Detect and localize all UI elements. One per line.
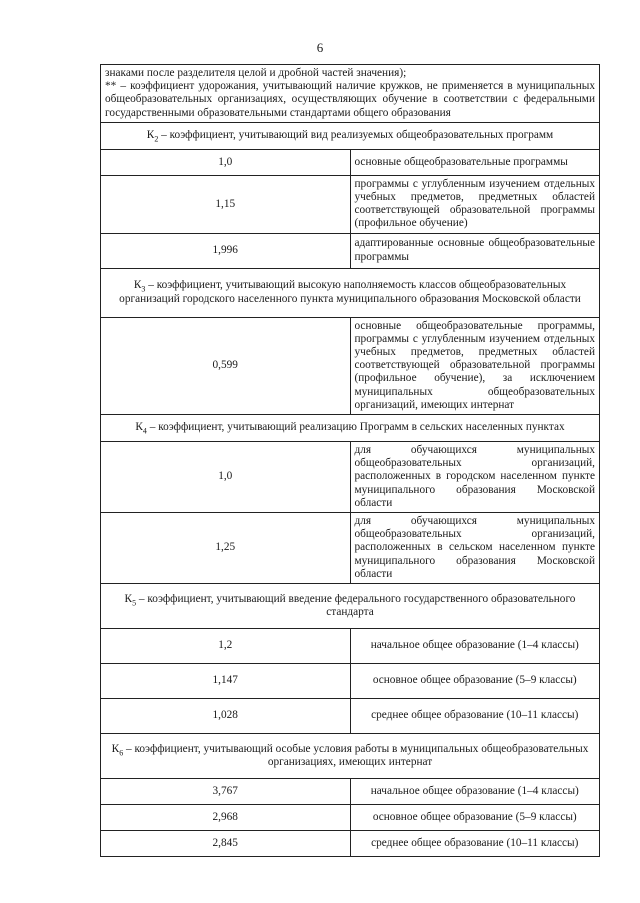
- coefficient-value: 1,028: [101, 699, 351, 734]
- table-row: [101, 779, 600, 805]
- coefficient-description: основное общее образование (5–9 классы): [350, 805, 600, 831]
- coefficient-description: основное общее образование (5–9 классы): [350, 664, 600, 699]
- coefficient-table: [100, 64, 600, 857]
- section-k5-title: – коэффициент, учитывающий введение федерального государственного образовательного стандарта: [136, 592, 576, 619]
- section-k4-index: 4: [142, 426, 147, 436]
- section-k4-letter: К: [135, 421, 143, 434]
- section-k3-letter: К: [133, 279, 142, 292]
- coefficient-value: 2,845: [101, 831, 351, 857]
- section-header-k2: [101, 122, 600, 149]
- section-header-k4: [101, 415, 600, 442]
- section-k6-index: 6: [119, 748, 124, 758]
- coefficient-value: 1,147: [101, 664, 351, 699]
- table-row: [101, 513, 600, 584]
- coefficient-description: среднее общее образование (10–11 классы): [350, 831, 600, 857]
- section-header-k5: [101, 584, 600, 629]
- coefficient-value: 1,996: [101, 233, 351, 268]
- section-header-k6: [101, 734, 600, 779]
- table-row: [101, 233, 600, 268]
- coefficient-description: основные общеобразовательные программы: [350, 149, 600, 175]
- section-k5-index: 5: [132, 598, 137, 608]
- footnote-line-1: знаками после разделителя целой и дробной частей значения);: [105, 67, 407, 79]
- coefficient-description: начальное общее образование (1–4 классы): [350, 629, 600, 664]
- coefficient-value: 1,0: [101, 149, 351, 175]
- section-k2-title: – коэффициент, учитывающий вид реализуемых общеобразовательных программ: [158, 129, 554, 142]
- section-k5-letter: К: [124, 592, 133, 605]
- coefficient-description: для обучающихся муниципальных общеобразовательных организаций, расположенных в сельском населенном пункте муниципального образования Московской области: [350, 513, 600, 584]
- table-row: [101, 805, 600, 831]
- section-k6-letter: К: [111, 742, 120, 755]
- section-k4-title: – коэффициент, учитывающий реализацию Программ в сельских населенных пунктах: [146, 421, 565, 434]
- page-number: 6: [316, 40, 324, 55]
- coefficient-description: основные общеобразовательные программы, программы с углубленным изучением отдельных учебных предметов, предметных областей соответствующей образовательной программы (профильное обучение), за исключением муниципальных общеобразовательных организаций, имеющих интернат: [350, 317, 600, 414]
- table-row: [101, 442, 600, 513]
- footnote-row: [101, 65, 600, 123]
- section-k2-letter: К: [146, 129, 155, 142]
- coefficient-value: 3,767: [101, 779, 351, 805]
- footnote-line-2: ** – коэффициент удорожания, учитывающий наличие кружков, не применяется в муниципальных общеобразовательных организациях, осуществляющих обучение в соответствии с федеральными государственными образовательными стандартами общего образования: [105, 80, 595, 119]
- table-row: [101, 149, 600, 175]
- section-k2-index: 2: [154, 134, 159, 144]
- section-header-k3: [101, 268, 600, 317]
- footnote-cell: [101, 65, 600, 123]
- coefficient-value: 2,968: [101, 805, 351, 831]
- coefficient-value: 1,0: [101, 442, 351, 513]
- coefficient-description: начальное общее образование (1–4 классы): [350, 779, 600, 805]
- coefficient-description: среднее общее образование (10–11 классы): [350, 699, 600, 734]
- table-row: [101, 175, 600, 233]
- table-row: [101, 317, 600, 414]
- coefficient-value: 1,2: [101, 629, 351, 664]
- section-k3-index: 3: [141, 284, 146, 294]
- table-row: [101, 831, 600, 857]
- table-row: [101, 699, 600, 734]
- coefficient-value: 1,15: [101, 175, 351, 233]
- table-row: [101, 629, 600, 664]
- coefficient-value: 0,599: [101, 317, 351, 414]
- table-row: [101, 664, 600, 699]
- coefficient-description: для обучающихся муниципальных общеобразовательных организаций, расположенных в городском населенном пункте муниципального образования Московской области: [350, 442, 600, 513]
- section-k6-title: – коэффициент, учитывающий особые условия работы в муниципальных общеобразовательных организациях, имеющих интернат: [123, 742, 589, 769]
- coefficient-value: 1,25: [101, 513, 351, 584]
- coefficient-description: адаптированные основные общеобразовательные программы: [350, 233, 600, 268]
- section-k3-title: – коэффициент, учитывающий высокую наполняемость классов общеобразовательных организаций городского населенного пункта муниципального образования Московской области: [119, 279, 581, 305]
- coefficient-description: программы с углубленным изучением отдельных учебных предметов, предметных областей соответствующей образовательной программы (профильное обучение): [350, 175, 600, 233]
